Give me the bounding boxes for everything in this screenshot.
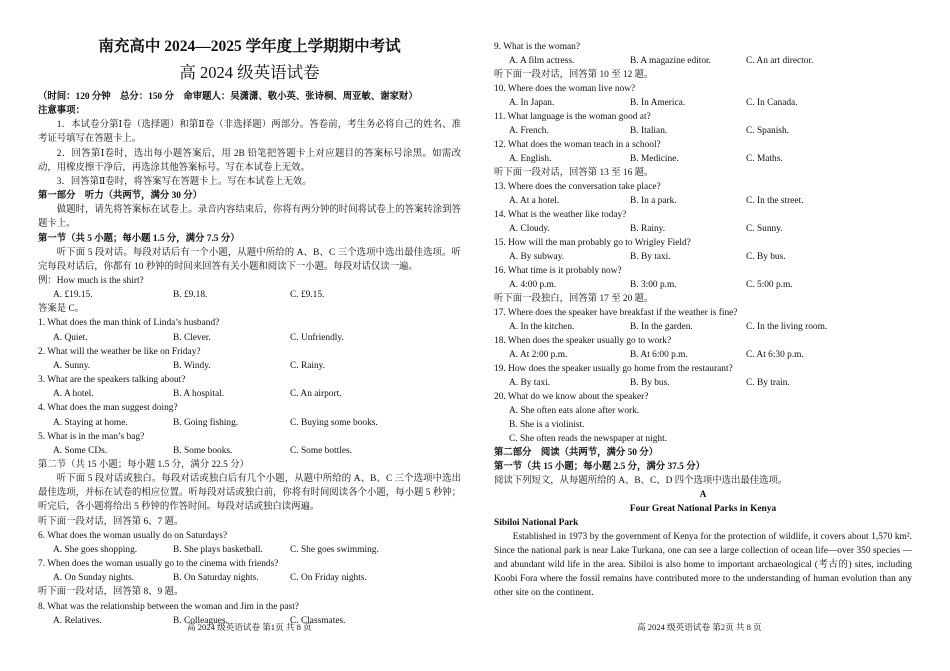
- exam-subtitle: 高 2024 级英语试卷: [179, 63, 320, 82]
- option-c: C. Sunny.: [746, 224, 783, 234]
- option-a: A. Cloudy.: [509, 224, 550, 234]
- section1-heading: 第一节（共 5 小题；每小题 1.5 分，满分 7.5 分）: [38, 233, 240, 244]
- question: [494, 334, 912, 362]
- notice-heading: 注意事项：: [38, 106, 85, 117]
- option-a: A. French.: [509, 126, 549, 136]
- options-row: [494, 124, 912, 138]
- question: [494, 208, 912, 236]
- options-row: [494, 96, 912, 110]
- question: [38, 345, 461, 373]
- option-c: C. She goes swimming.: [290, 544, 379, 555]
- option-b: B. 3:00 p.m.: [630, 280, 677, 290]
- options-row: [494, 376, 912, 390]
- option-c: C. £9.15.: [290, 290, 325, 301]
- options-row: [38, 416, 461, 430]
- question: [38, 529, 461, 557]
- options-row: [38, 288, 461, 302]
- question: [494, 40, 912, 68]
- options-row: [38, 444, 461, 458]
- option-b: B. She is a violinist.: [509, 420, 585, 430]
- option-c: C. Spanish.: [746, 126, 789, 136]
- option-c: C. In the street.: [746, 196, 804, 206]
- part1-heading: 第一部分 听力（共两节，满分 30 分）: [38, 191, 203, 202]
- listen-instruction: 听下面一段对话，回答第 6、7 题。: [38, 516, 184, 527]
- question-list: [494, 180, 912, 292]
- option-b: B. Colleagues.: [173, 615, 228, 626]
- park-text: Established in 1973 by the government of Kenya for the protection of wildlife, it covers about 1,570 km². Since the national park is near Lake Turkana, one can see a large collection of ocean life—over 350 species —and abundant wild life in the area. Sibiloi is also home to important archaeological (考古的) sites, including Koobi Fora where the fossil remains have contributed more to the understanding of human evolution than any other site on the continent.: [494, 532, 912, 598]
- option-c: C. Maths.: [746, 154, 783, 164]
- question-text: 17. Where does the speaker have breakfast if the weather is fine?: [494, 308, 738, 318]
- option-a: A. 4:00 p.m.: [509, 280, 557, 290]
- question-text: 6. What does the woman usually do on Saturdays?: [38, 530, 228, 541]
- section1-instructions: 听下面 5 段对话。每段对话后有一个小题，从题中所给的 A、B、C 三个选项中选出最佳选项。听完每段对话后，你都有 10 秒钟的时间来回答有关小题和阅读下一小题。每段对话仅读一遍。: [38, 247, 461, 272]
- question-list: [494, 82, 912, 166]
- page-footer: 高 2024 级英语试卷 第2页 共 8 页: [637, 622, 762, 632]
- question: [38, 316, 461, 344]
- question-text: 15. How will the man probably go to Wrigley Field?: [494, 238, 691, 248]
- reading-instructions: 阅读下列短文，从每题所给的 A、B、C、D 四个选项中选出最佳选项。: [494, 476, 788, 486]
- option-c: C. On Friday nights.: [290, 573, 367, 584]
- question: [494, 390, 912, 446]
- options-row: [494, 222, 912, 236]
- option-b: B. In the garden.: [630, 322, 693, 332]
- passage-title: Four Great National Parks in Kenya: [629, 504, 777, 514]
- part2-heading: 第二部分 阅读（共两节，满分 50 分）: [494, 448, 659, 458]
- option-b: B. On Saturday nights.: [173, 573, 259, 584]
- option-a: A. She goes shopping.: [53, 544, 138, 555]
- question: [494, 138, 912, 166]
- option-b: B. By taxi.: [630, 252, 671, 262]
- section2-instructions: 听下面 5 段对话或独白。每段对话或独白后有几个小题，从题中所给的 A、B、C 三个选项中选出最佳选项，并标在试卷的相应位置。听每段对话或独白前，你将有时间阅读各个小题，每小题 5 秒钟；听完后，各小题将给出 5 秒钟的作答时间。每段对话或独白读两遍。: [38, 474, 461, 513]
- notice-2: 2．回答第Ⅰ卷时，选出每小题答案后，用 2B 铅笔把答题卡上对应题目的答案标号涂黑。如需改动，用橡皮擦干净后，再选涂其他答案标号。写在本试卷上无效。: [38, 148, 461, 173]
- option-b: B. Going fishing.: [173, 417, 239, 428]
- option-a: A. Quiet.: [53, 332, 88, 343]
- question: [494, 236, 912, 264]
- part1-instructions: 做题时，请先将答案标在试卷上。录音内容结束后，你将有两分钟的时间将试卷上的答案转涂到答题卡上。: [38, 205, 461, 230]
- question-text: 12. What does the woman teach in a school?: [494, 140, 661, 150]
- question: [494, 110, 912, 138]
- option-b: B. A hospital.: [173, 389, 225, 400]
- option-c: C. Unfriendly.: [290, 332, 344, 343]
- option-b: B. Clever.: [173, 332, 211, 343]
- option-b: B. In America.: [630, 98, 686, 108]
- option-b: B. Italian.: [630, 126, 668, 136]
- options-row: [38, 331, 461, 345]
- question: [494, 180, 912, 208]
- options-row: [494, 54, 912, 68]
- option-a: A. She often eats alone after work.: [509, 406, 640, 416]
- question-text: 13. Where does the conversation take place?: [494, 182, 661, 192]
- section2-heading: 第二节（共 15 小题；每小题 1.5 分，满分 22.5 分）: [38, 459, 249, 470]
- exam-title: 南充高中 2024—2025 学年度上学期期中考试: [98, 38, 401, 55]
- question: [38, 557, 461, 585]
- option-c: C. In the living room.: [746, 322, 828, 332]
- listen-instruction: 听下面一段对话，回答第 10 至 12 题。: [494, 70, 654, 80]
- question-list: [38, 316, 461, 457]
- option-b: B. She plays basketball.: [173, 544, 263, 555]
- park-heading: Sibiloi National Park: [494, 518, 579, 528]
- question-text: 8. What was the relationship between the woman and Jim in the past?: [38, 601, 299, 612]
- question-text: 19. How does the speaker usually go home from the restaurant?: [494, 364, 733, 374]
- listen-instruction: 听下面一段对话，回答第 8、9 题。: [38, 587, 184, 598]
- option-b: B. In a park.: [630, 196, 677, 206]
- option-a: A. On Sunday nights.: [53, 573, 134, 584]
- options-row: [38, 359, 461, 373]
- option-a: A. A film actress.: [509, 56, 575, 66]
- notice-1: 1．本试卷分第Ⅰ卷（选择题）和第Ⅱ卷（非选择题）两部分。答卷前，考生务必将自己的姓名、准考证号填写在答题卡上。: [38, 120, 461, 145]
- option-c: C. Buying some books.: [290, 417, 378, 428]
- option-c: C. Rainy.: [290, 360, 326, 371]
- options-row: [38, 387, 461, 401]
- option-c: C. At 6:30 p.m.: [746, 350, 804, 360]
- option-a: A. Relatives.: [53, 615, 102, 626]
- question-text: 16. What time is it probably now?: [494, 266, 622, 276]
- option-c: C. Classmates.: [290, 615, 346, 626]
- passage-letter: A: [699, 490, 707, 500]
- option-a: A. In the kitchen.: [509, 322, 575, 332]
- example-answer: 答案是 C。: [38, 304, 85, 315]
- option-b: B. £9.18.: [173, 290, 208, 301]
- listen-instruction: 听下面一段独白，回答第 17 至 20 题。: [494, 294, 654, 304]
- question-text: 2. What will the weather be like on Friday?: [38, 346, 201, 357]
- option-c: C. Some bottles.: [290, 445, 352, 456]
- options-row: [38, 571, 461, 585]
- option-a: A. In Japan.: [509, 98, 555, 108]
- reading-section1-heading: 第一节（共 15 小题；每小题 2.5 分，满分 37.5 分）: [494, 462, 705, 472]
- question: [494, 306, 912, 334]
- option-b: B. Some books.: [173, 445, 233, 456]
- question-text: 例：How much is the shirt?: [38, 276, 144, 287]
- question-text: 20. What do we know about the speaker?: [494, 392, 649, 402]
- option-a: A. £19.15.: [53, 290, 93, 301]
- notice-3: 3．回答第Ⅱ卷时，将答案写在答题卡上。写在本试卷上无效。: [56, 176, 312, 187]
- page-footer: 高 2024 级英语试卷 第1页 共 8 页: [187, 622, 312, 632]
- question: [38, 401, 461, 429]
- options-row: [494, 348, 912, 362]
- option-a: A. By taxi.: [509, 378, 551, 388]
- question: [494, 362, 912, 390]
- option-c: C. In Canada.: [746, 98, 798, 108]
- page-1: [38, 0, 461, 628]
- question-text: 7. When does the woman usually go to the cinema with friends?: [38, 559, 279, 570]
- option-a: A. Sunny.: [53, 360, 91, 371]
- page-2: [494, 0, 912, 600]
- question-text: 11. What language is the woman good at?: [494, 112, 651, 122]
- options-row: [494, 320, 912, 334]
- question-text: 10. Where does the woman live now?: [494, 84, 636, 94]
- options-row: [38, 543, 461, 557]
- question-text: 1. What does the man think of Linda’s husband?: [38, 318, 220, 329]
- question-text: 5. What is in the man’s bag?: [38, 431, 145, 442]
- option-a: A. At 2:00 p.m.: [509, 350, 568, 360]
- question-text: 3. What are the speakers talking about?: [38, 375, 186, 386]
- option-a: A. Staying at home.: [53, 417, 128, 428]
- question-text: 18. When does the speaker usually go to work?: [494, 336, 672, 346]
- question-text: 4. What does the man suggest doing?: [38, 403, 178, 414]
- option-b: B. Medicine.: [630, 154, 679, 164]
- option-c: C. By bus.: [746, 252, 786, 262]
- option-a: A. Some CDs.: [53, 445, 108, 456]
- option-c: C. 5:00 p.m.: [746, 280, 793, 290]
- question-text: 9. What is the woman?: [494, 42, 581, 52]
- options-row: [494, 194, 912, 208]
- question: [38, 274, 461, 302]
- options-row: [494, 278, 912, 292]
- option-a: A. At a hotel.: [509, 196, 560, 206]
- option-c: C. She often reads the newspaper at night.: [509, 434, 668, 444]
- exam-info: （时间：120 分钟 总分：150 分 命审题人：吴潇潇、敬小英、张诗桐、周亚敏、谢家财）: [38, 92, 418, 102]
- option-b: B. A magazine editor.: [630, 56, 711, 66]
- option-a: A. A hotel.: [53, 389, 94, 400]
- option-c: C. By train.: [746, 378, 790, 388]
- option-b: B. At 6:00 p.m.: [630, 350, 688, 360]
- question-text: 14. What is the weather like today?: [494, 210, 627, 220]
- options-row: [494, 250, 912, 264]
- question: [38, 373, 461, 401]
- option-c: C. An art director.: [746, 56, 814, 66]
- option-b: B. Windy.: [173, 360, 211, 371]
- question: [494, 82, 912, 110]
- option-a: A. By subway.: [509, 252, 565, 262]
- listen-instruction: 听下面一段对话，回答第 13 至 16 题。: [494, 168, 654, 178]
- option-a: A. English.: [509, 154, 552, 164]
- question-list: [494, 306, 912, 390]
- options-row: [494, 152, 912, 166]
- option-c: C. An airport.: [290, 389, 342, 400]
- option-b: B. By bus.: [630, 378, 670, 388]
- option-b: B. Rainy.: [630, 224, 666, 234]
- question: [38, 430, 461, 458]
- question: [494, 264, 912, 292]
